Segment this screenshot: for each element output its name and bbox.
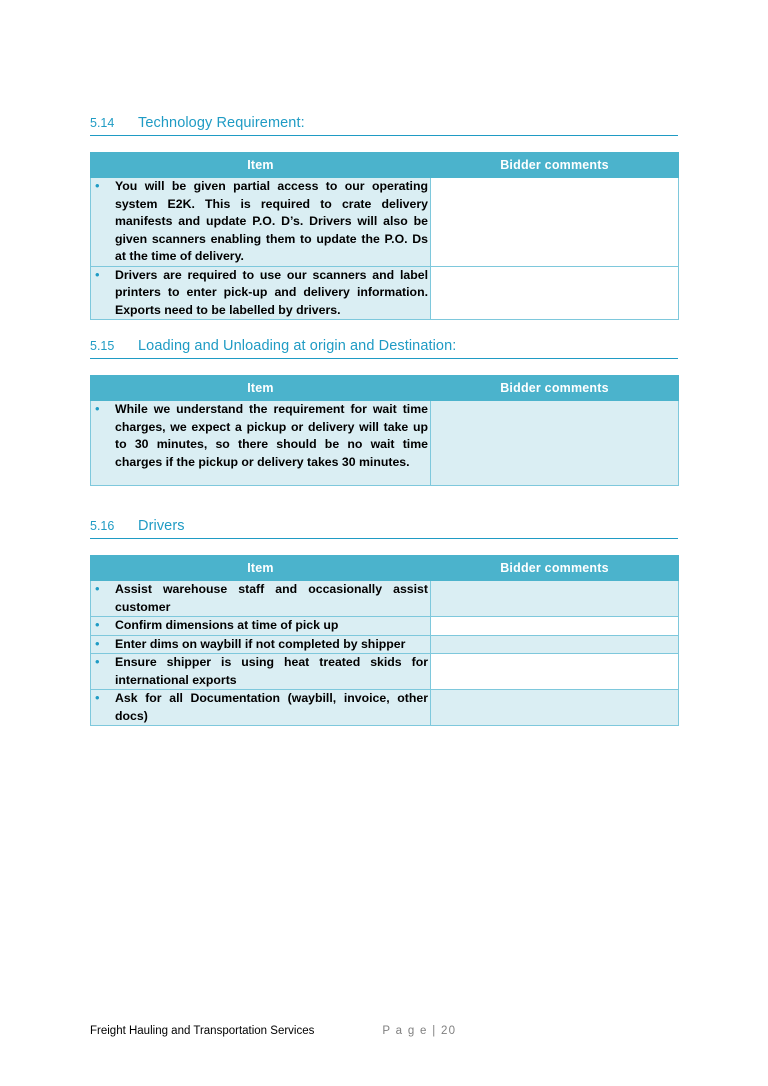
section-title: Technology Requirement: bbox=[138, 115, 305, 131]
bidder-comment-cell[interactable] bbox=[431, 617, 679, 636]
bullet-icon: • bbox=[95, 581, 100, 596]
requirements-table-5-15 bbox=[90, 375, 679, 486]
table-row bbox=[91, 178, 679, 267]
item-cell bbox=[91, 654, 431, 690]
bidder-comment-cell[interactable] bbox=[431, 581, 679, 617]
table-row bbox=[91, 581, 679, 617]
item-text: While we understand the requirement for wait time charges, we expect a pickup or delivery will take up to 30 minutes, so there should be no wait time charges if the pickup or delivery takes 30 minutes. bbox=[115, 402, 428, 469]
bullet-icon: • bbox=[95, 178, 100, 193]
item-text: Confirm dimensions at time of pick up bbox=[115, 618, 339, 632]
section-number: 5.14 bbox=[90, 116, 115, 130]
bidder-comment-cell[interactable] bbox=[431, 266, 679, 320]
item-cell bbox=[91, 635, 431, 654]
section-heading-5-16 bbox=[90, 518, 678, 539]
table-row bbox=[91, 617, 679, 636]
item-text: Assist warehouse staff and occasionally assist customer bbox=[115, 582, 428, 614]
table-row bbox=[91, 654, 679, 690]
column-header-item: Item bbox=[91, 556, 431, 581]
column-header-bidder-comments: Bidder comments bbox=[431, 556, 679, 581]
column-header-bidder-comments: Bidder comments bbox=[431, 153, 679, 178]
item-text: Ask for all Documentation (waybill, invoice, other docs) bbox=[115, 691, 428, 723]
section-number: 5.16 bbox=[90, 519, 115, 533]
bullet-icon: • bbox=[95, 654, 100, 669]
item-cell bbox=[91, 178, 431, 267]
footer-document-title: Freight Hauling and Transportation Services bbox=[90, 1025, 315, 1037]
requirements-table-5-16 bbox=[90, 555, 679, 726]
item-cell bbox=[91, 690, 431, 726]
bullet-icon: • bbox=[95, 401, 100, 416]
page-content bbox=[90, 115, 678, 744]
bidder-comment-cell[interactable] bbox=[431, 690, 679, 726]
bullet-icon: • bbox=[95, 690, 100, 705]
column-header-item: Item bbox=[91, 376, 431, 401]
page-footer bbox=[90, 1025, 678, 1037]
table-header-row bbox=[91, 376, 679, 401]
table-header-row bbox=[91, 556, 679, 581]
section-heading-5-15 bbox=[90, 338, 678, 359]
item-cell bbox=[91, 266, 431, 320]
item-text: Drivers are required to use our scanners and label printers to enter pick-up and delivery information. Exports need to be labelled by drivers. bbox=[115, 267, 428, 317]
table-header-row bbox=[91, 153, 679, 178]
item-cell bbox=[91, 581, 431, 617]
table-row bbox=[91, 401, 679, 486]
table-row bbox=[91, 690, 679, 726]
item-text: Ensure shipper is using heat treated skids for international exports bbox=[115, 655, 428, 687]
table-row bbox=[91, 635, 679, 654]
bullet-icon: • bbox=[95, 635, 100, 651]
item-cell bbox=[91, 617, 431, 636]
column-header-bidder-comments: Bidder comments bbox=[431, 376, 679, 401]
section-title: Drivers bbox=[138, 518, 185, 534]
item-text: Enter dims on waybill if not completed by shipper bbox=[115, 636, 406, 651]
column-header-item: Item bbox=[91, 153, 431, 178]
bidder-comment-cell[interactable] bbox=[431, 178, 679, 267]
bullet-icon: • bbox=[95, 266, 100, 282]
item-cell bbox=[91, 401, 431, 486]
footer-page-number: P a g e | 20 bbox=[382, 1025, 457, 1037]
section-title: Loading and Unloading at origin and Destination: bbox=[138, 338, 457, 354]
bidder-comment-cell[interactable] bbox=[431, 635, 679, 654]
bidder-comment-cell[interactable] bbox=[431, 401, 679, 486]
table-row bbox=[91, 266, 679, 320]
bullet-icon: • bbox=[95, 617, 100, 632]
item-text: You will be given partial access to our operating system E2K. This is required to crate delivery manifests and update P.O. D’s. Drivers will also be given scanners enabling them to update the P.O. Ds at the time of delivery. bbox=[115, 179, 428, 263]
bidder-comment-cell[interactable] bbox=[431, 654, 679, 690]
section-heading-5-14 bbox=[90, 115, 678, 136]
section-number: 5.15 bbox=[90, 339, 115, 353]
requirements-table-5-14 bbox=[90, 152, 679, 320]
